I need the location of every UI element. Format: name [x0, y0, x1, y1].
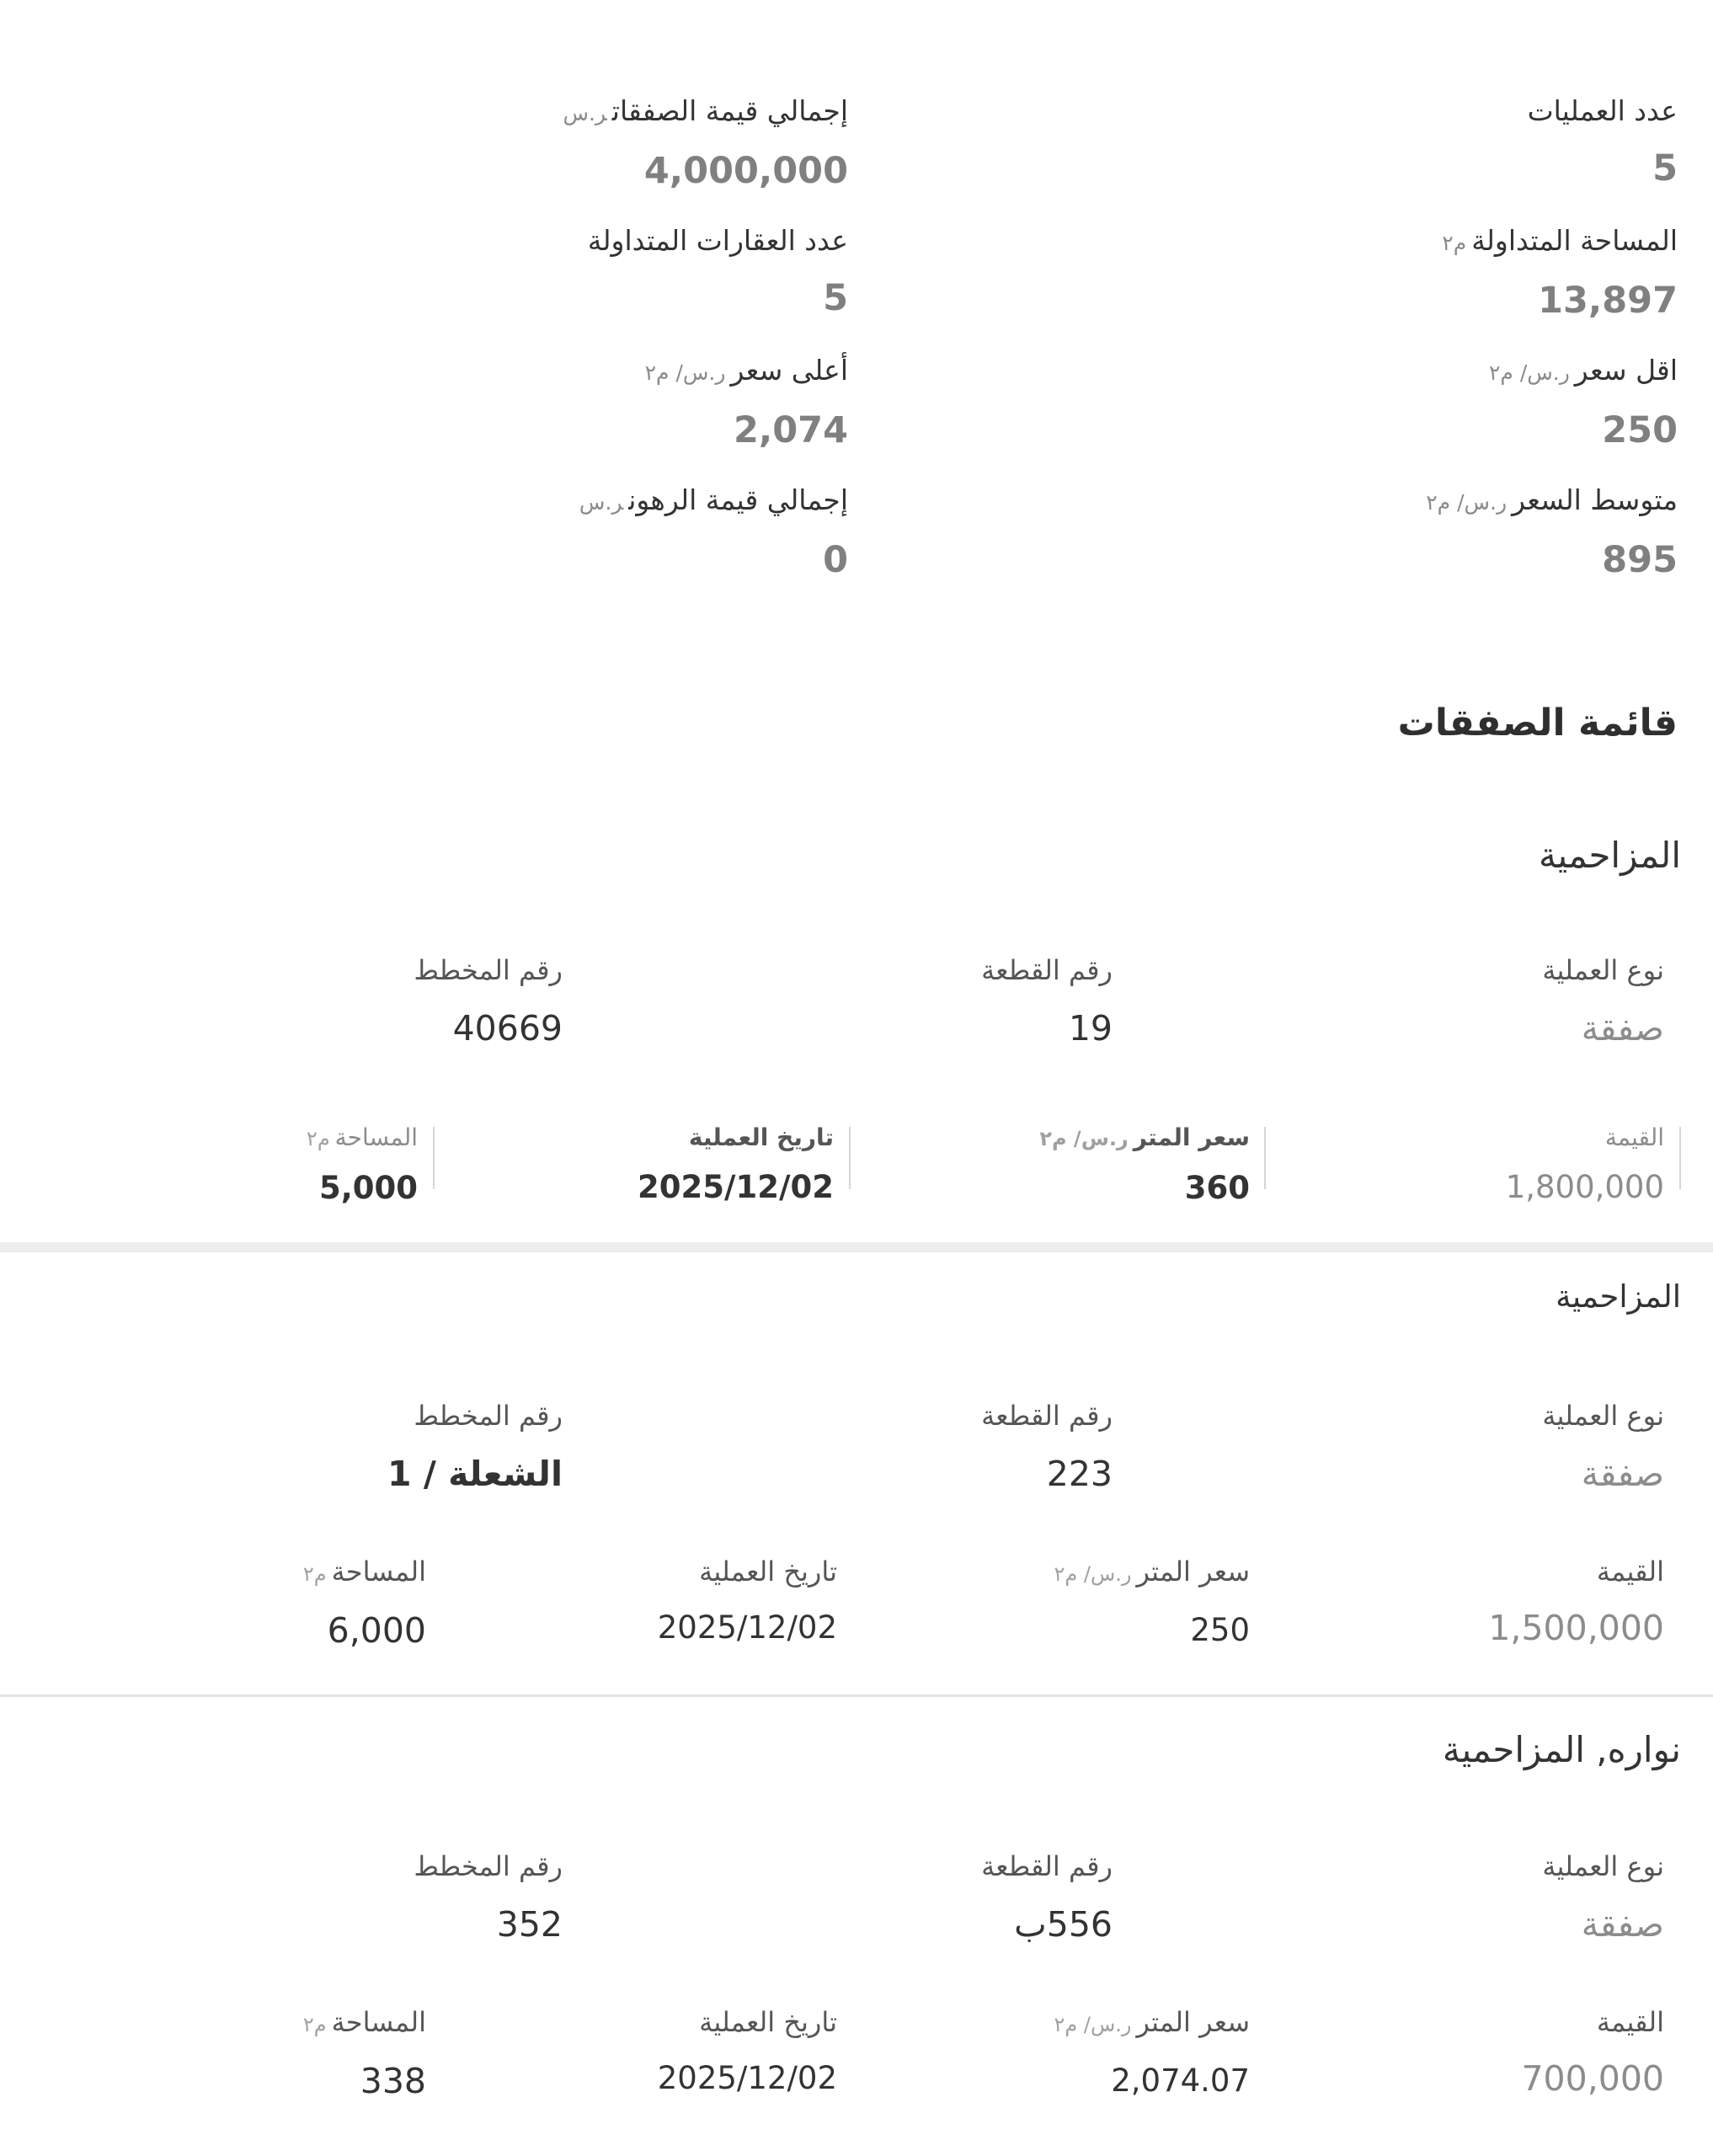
area-field	[307, 1120, 418, 1210]
value-field	[1506, 1120, 1664, 1209]
field-unit: ر.س/ م٢	[1054, 1562, 1132, 1586]
plot-number-field	[981, 1398, 1113, 1496]
field-value: صفقة	[1581, 1904, 1664, 1945]
deal-primary-row	[0, 953, 1713, 1049]
field-label: القيمة	[1596, 1556, 1664, 1588]
operation-date-field	[658, 2004, 837, 2100]
stat-highest-price	[35, 352, 848, 482]
field-unit: ر.س/ م٢	[1054, 2013, 1132, 2036]
area-field	[303, 1554, 426, 1652]
field-value: الشعلة / 1	[387, 1454, 563, 1494]
stat-label: عدد العمليات	[1527, 94, 1678, 127]
stat-unit: ر.س/ م٢	[1488, 360, 1570, 385]
stat-lowest-price	[848, 352, 1678, 482]
meter-price-field	[1054, 2004, 1250, 2103]
operation-type-field	[1542, 1398, 1664, 1496]
plan-number-field	[387, 1398, 563, 1496]
stat-label: إجمالي قيمة الرهونر.س	[579, 483, 848, 516]
section-divider	[0, 1242, 1713, 1252]
field-label: رقم المخطط	[414, 954, 563, 986]
field-label: نوع العملية	[1542, 1400, 1664, 1432]
stat-value: 250	[1602, 409, 1678, 451]
stat-unit: ر.س/ م٢	[644, 360, 726, 385]
field-value: 352	[496, 1904, 563, 1945]
field-value: 250	[1190, 1612, 1250, 1648]
plot-number-field	[981, 953, 1113, 1050]
stat-value: 13,897	[1538, 280, 1678, 322]
section-divider	[0, 1694, 1713, 1697]
area-field	[303, 2004, 426, 2103]
deal-details-row	[0, 1554, 1713, 1651]
field-label: نوع العملية	[1542, 954, 1664, 986]
stat-label: المساحة المتداولةم٢	[1442, 224, 1678, 257]
field-label: المساحةم٢	[302, 2006, 426, 2038]
field-value: 2025/12/02	[657, 1609, 837, 1646]
field-value: 338	[360, 2061, 426, 2101]
divider	[1264, 1127, 1266, 1189]
divider	[1679, 1127, 1681, 1189]
stat-label: أعلى سعرر.س/ م٢	[644, 354, 848, 387]
stat-value: 4,000,000	[643, 150, 848, 192]
stat-average-price	[848, 482, 1678, 611]
field-value: صفقة	[1581, 1008, 1664, 1049]
stat-value: 2,074	[733, 409, 848, 451]
field-value: 556ب	[1014, 1904, 1113, 1945]
field-value: 700,000	[1521, 2058, 1664, 2099]
field-label: تاريخ العملية	[699, 1556, 837, 1588]
field-label: رقم القطعة	[981, 1850, 1113, 1882]
field-value: 6,000	[327, 1610, 426, 1651]
field-label: المساحةم٢	[306, 1123, 418, 1151]
stat-traded-area	[848, 222, 1678, 352]
stat-unit: ر.س/ م٢	[1426, 490, 1508, 515]
deal-location: المزاحمية	[1538, 835, 1681, 876]
deal-location: المزاحمية	[1556, 1278, 1681, 1315]
deal-details-row	[0, 1120, 1713, 1213]
divider	[433, 1127, 435, 1189]
field-label: القيمة	[1596, 2006, 1664, 2038]
field-value: 2,074.07	[1111, 2063, 1250, 2099]
stat-unit: م٢	[1442, 231, 1467, 255]
field-value: 19	[1068, 1008, 1113, 1049]
field-unit: م٢	[302, 2013, 327, 2036]
meter-price-field	[1054, 1554, 1250, 1652]
field-label: المساحةم٢	[302, 1556, 426, 1588]
field-value: 2025/12/02	[638, 1169, 834, 1205]
deals-list-title: قائمة الصفقات	[1397, 702, 1678, 744]
stat-unit: ر.س	[563, 101, 607, 125]
field-label: سعر المترر.س/ م٢	[1039, 1123, 1250, 1151]
operation-date-field	[638, 1120, 834, 1209]
deal-primary-row	[0, 1398, 1713, 1494]
stat-unit: ر.س	[579, 490, 624, 515]
field-label: سعر المترر.س/ م٢	[1054, 2006, 1250, 2038]
stat-value: 5	[823, 277, 848, 319]
stat-label: عدد العقارات المتداولة	[587, 224, 848, 257]
field-value: 223	[1046, 1454, 1113, 1494]
field-label: تاريخ العملية	[688, 1123, 834, 1151]
field-value: 1,800,000	[1505, 1169, 1664, 1205]
plan-number-field	[414, 953, 563, 1050]
stat-label: اقل سعرر.س/ م٢	[1488, 354, 1678, 387]
field-value: صفقة	[1581, 1454, 1664, 1494]
stat-value: 0	[823, 539, 848, 581]
field-label: رقم القطعة	[981, 1400, 1113, 1432]
field-label: القيمة	[1604, 1123, 1664, 1151]
field-value: 360	[1184, 1170, 1250, 1206]
stat-label: متوسط السعرر.س/ م٢	[1426, 483, 1678, 516]
plan-number-field	[414, 1849, 563, 1946]
operation-date-field	[658, 1554, 837, 1650]
stat-operations-count	[848, 93, 1678, 222]
deal-primary-row	[0, 1849, 1713, 1945]
field-value: 1,500,000	[1488, 1608, 1664, 1648]
field-value: 5,000	[318, 1170, 418, 1206]
field-value: 2025/12/02	[657, 2060, 837, 2096]
field-unit: ر.س/ م٢	[1039, 1127, 1129, 1150]
divider	[849, 1127, 851, 1189]
meter-price-field	[1039, 1120, 1250, 1210]
field-unit: م٢	[306, 1127, 330, 1150]
operation-type-field	[1542, 953, 1664, 1050]
stat-value: 5	[1652, 147, 1678, 189]
deal-details-row	[0, 2004, 1713, 2101]
operation-type-field	[1542, 1849, 1664, 1946]
stat-value: 895	[1602, 539, 1678, 581]
stat-total-deals-value	[35, 93, 848, 222]
field-label: تاريخ العملية	[699, 2006, 837, 2038]
field-label: رقم القطعة	[981, 954, 1113, 986]
field-unit: م٢	[302, 1562, 327, 1586]
field-label: نوع العملية	[1542, 1850, 1664, 1882]
field-value: 40669	[452, 1008, 563, 1049]
value-field	[1488, 1554, 1664, 1650]
plot-number-field	[981, 1849, 1113, 1946]
field-label: رقم المخطط	[414, 1400, 563, 1432]
stat-total-mortgages-value	[35, 482, 848, 611]
summary-stats	[35, 93, 1678, 611]
deal-location: نواره, المزاحمية	[1442, 1729, 1681, 1770]
field-label: رقم المخطط	[414, 1850, 563, 1882]
stat-traded-properties-count	[35, 222, 848, 352]
field-label: سعر المترر.س/ م٢	[1054, 1556, 1250, 1588]
stat-label: إجمالي قيمة الصفقاتر.س	[563, 94, 848, 127]
value-field	[1521, 2004, 1664, 2100]
